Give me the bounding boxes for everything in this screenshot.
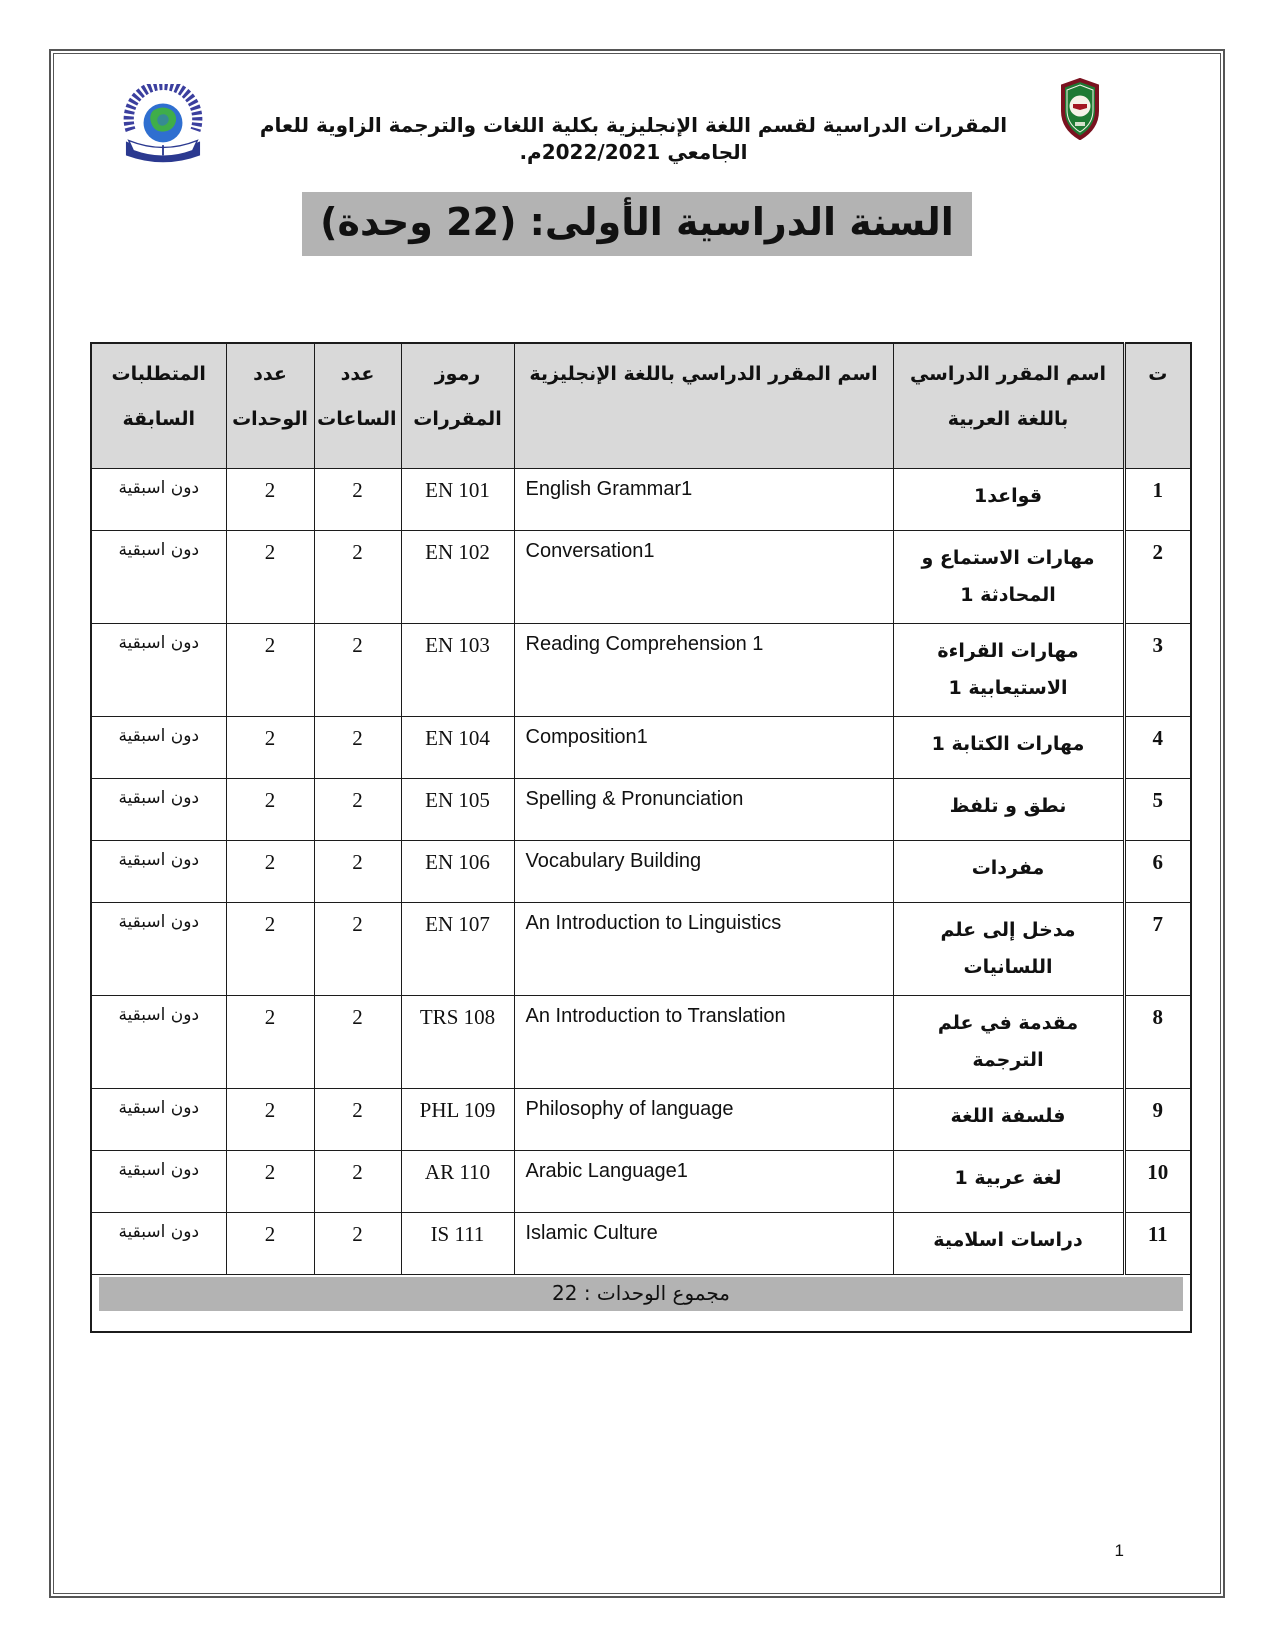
hours-count: 2 xyxy=(314,841,401,903)
page-inner-border xyxy=(53,53,1221,1594)
table-row xyxy=(91,1151,1191,1213)
units-count: 2 xyxy=(226,624,314,717)
course-number: 1 xyxy=(1124,469,1191,531)
table-row xyxy=(91,624,1191,717)
header-course-codes: رموز المقررات xyxy=(401,343,514,469)
header-number: ت xyxy=(1124,343,1191,469)
course-name-arabic: لغة عربية 1 xyxy=(893,1151,1124,1213)
course-name-arabic: مهارات القراءة الاستيعابية 1 xyxy=(893,624,1124,717)
course-code: IS 111 xyxy=(401,1213,514,1275)
course-name-english: Philosophy of language xyxy=(514,1089,893,1151)
units-count: 2 xyxy=(226,1213,314,1275)
prerequisite: دون اسبقية xyxy=(91,717,226,779)
units-count: 2 xyxy=(226,903,314,996)
table-row xyxy=(91,469,1191,531)
course-name-english: Arabic Language1 xyxy=(514,1151,893,1213)
course-code: TRS 108 xyxy=(401,996,514,1089)
course-table xyxy=(90,342,1192,1333)
course-code: PHL 109 xyxy=(401,1089,514,1151)
units-count: 2 xyxy=(226,841,314,903)
title-row xyxy=(54,192,1220,256)
course-code: EN 103 xyxy=(401,624,514,717)
course-code: EN 104 xyxy=(401,717,514,779)
hours-count: 2 xyxy=(314,717,401,779)
header-name-arabic: اسم المقرر الدراسي باللغة العربية xyxy=(893,343,1124,469)
course-number: 2 xyxy=(1124,531,1191,624)
document-header-line: المقررات الدراسية لقسم اللغة الإنجليزية بكلية اللغات والترجمة الزاوية للعام الجامعي 2022/2021م. xyxy=(259,113,1008,164)
prerequisite: دون اسبقية xyxy=(91,1151,226,1213)
course-name-arabic: دراسات اسلامية xyxy=(893,1213,1124,1275)
course-name-english: Vocabulary Building xyxy=(514,841,893,903)
prerequisite: دون اسبقية xyxy=(91,531,226,624)
units-count: 2 xyxy=(226,1089,314,1151)
course-name-english: Conversation1 xyxy=(514,531,893,624)
header-hours-count: عدد الساعات xyxy=(314,343,401,469)
units-count: 2 xyxy=(226,996,314,1089)
hours-count: 2 xyxy=(314,624,401,717)
course-name-arabic: مهارات الاستماع و المحادثة 1 xyxy=(893,531,1124,624)
page-title: السنة الدراسية الأولى: (22 وحدة) xyxy=(302,192,972,256)
course-number: 8 xyxy=(1124,996,1191,1089)
page-border xyxy=(49,49,1225,1598)
course-name-english: An Introduction to Linguistics xyxy=(514,903,893,996)
course-name-arabic: مقدمة في علم الترجمة xyxy=(893,996,1124,1089)
header-row xyxy=(91,343,1191,469)
prerequisite: دون اسبقية xyxy=(91,624,226,717)
course-code: EN 107 xyxy=(401,903,514,996)
units-count: 2 xyxy=(226,717,314,779)
course-code: EN 105 xyxy=(401,779,514,841)
course-number: 11 xyxy=(1124,1213,1191,1275)
course-table-footer xyxy=(91,1275,1191,1333)
course-name-arabic: قواعد1 xyxy=(893,469,1124,531)
course-number: 6 xyxy=(1124,841,1191,903)
table-row xyxy=(91,841,1191,903)
course-name-english: Reading Comprehension 1 xyxy=(514,624,893,717)
course-name-english: An Introduction to Translation xyxy=(514,996,893,1089)
course-code: EN 102 xyxy=(401,531,514,624)
course-name-arabic: مهارات الكتابة 1 xyxy=(893,717,1124,779)
total-units-band: مجموع الوحدات : 22 xyxy=(99,1277,1183,1311)
course-code: AR 110 xyxy=(401,1151,514,1213)
hours-count: 2 xyxy=(314,1151,401,1213)
course-name-english: Composition1 xyxy=(514,717,893,779)
course-name-arabic: مفردات xyxy=(893,841,1124,903)
university-logo-icon xyxy=(116,84,210,172)
prerequisite: دون اسبقية xyxy=(91,1213,226,1275)
course-name-english: Islamic Culture xyxy=(514,1213,893,1275)
table-row xyxy=(91,531,1191,624)
hours-count: 2 xyxy=(314,469,401,531)
course-number: 5 xyxy=(1124,779,1191,841)
course-table-body xyxy=(91,469,1191,1275)
course-name-english: English Grammar1 xyxy=(514,469,893,531)
course-code: EN 101 xyxy=(401,469,514,531)
course-number: 4 xyxy=(1124,717,1191,779)
header-units-count: عدد الوحدات xyxy=(226,343,314,469)
units-count: 2 xyxy=(226,779,314,841)
page-number: 1 xyxy=(1114,1541,1124,1560)
hours-count: 2 xyxy=(314,996,401,1089)
course-name-arabic: نطق و تلفظ xyxy=(893,779,1124,841)
course-name-arabic: مدخل إلى علم اللسانيات xyxy=(893,903,1124,996)
table-row xyxy=(91,903,1191,996)
units-count: 2 xyxy=(226,531,314,624)
header-name-english: اسم المقرر الدراسي باللغة الإنجليزية xyxy=(514,343,893,469)
units-count: 2 xyxy=(226,1151,314,1213)
course-number: 9 xyxy=(1124,1089,1191,1151)
prerequisite: دون اسبقية xyxy=(91,779,226,841)
hours-count: 2 xyxy=(314,903,401,996)
hours-count: 2 xyxy=(314,1089,401,1151)
table-row xyxy=(91,1089,1191,1151)
college-shield-icon xyxy=(1060,78,1100,140)
units-count: 2 xyxy=(226,469,314,531)
table-footer-row xyxy=(91,1275,1191,1333)
table-row xyxy=(91,1213,1191,1275)
header-prerequisites: المتطلبات السابقة xyxy=(91,343,226,469)
hours-count: 2 xyxy=(314,779,401,841)
course-number: 3 xyxy=(1124,624,1191,717)
course-number: 10 xyxy=(1124,1151,1191,1213)
hours-count: 2 xyxy=(314,1213,401,1275)
prerequisite: دون اسبقية xyxy=(91,1089,226,1151)
table-row xyxy=(91,996,1191,1089)
hours-count: 2 xyxy=(314,531,401,624)
prerequisite: دون اسبقية xyxy=(91,841,226,903)
table-row xyxy=(91,717,1191,779)
table-row xyxy=(91,779,1191,841)
prerequisite: دون اسبقية xyxy=(91,903,226,996)
course-name-english: Spelling & Pronunciation xyxy=(514,779,893,841)
course-table-header xyxy=(91,343,1191,469)
course-name-arabic: فلسفة اللغة xyxy=(893,1089,1124,1151)
course-number: 7 xyxy=(1124,903,1191,996)
prerequisite: دون اسبقية xyxy=(91,469,226,531)
document-header xyxy=(54,54,1220,190)
prerequisite: دون اسبقية xyxy=(91,996,226,1089)
course-code: EN 106 xyxy=(401,841,514,903)
